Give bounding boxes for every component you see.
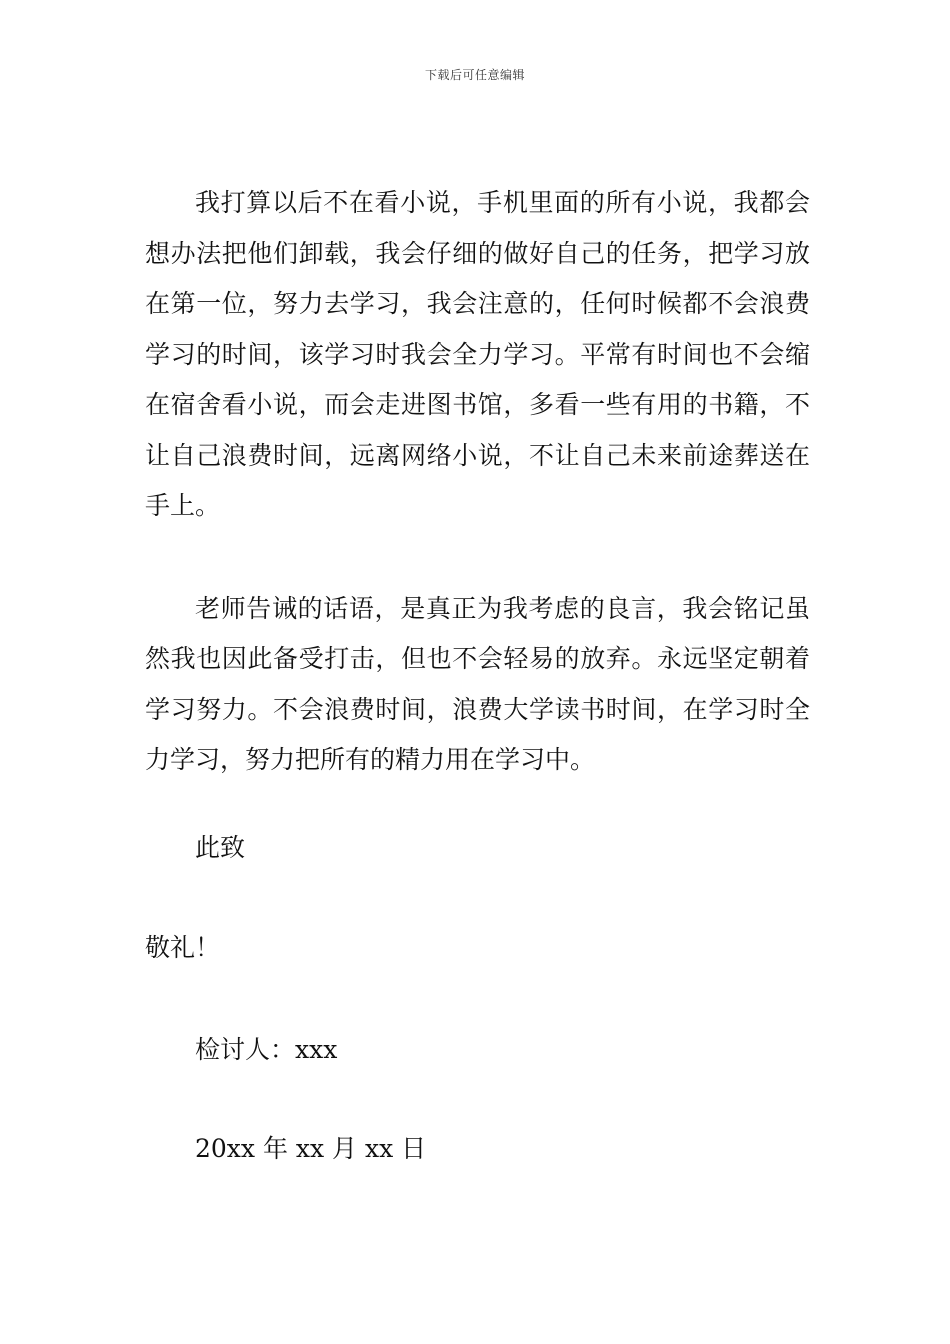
signer-line: 检讨人：xxx xyxy=(195,1035,338,1064)
paragraph-2: 老师告诫的话语，是真正为我考虑的良言，我会铭记虽然我也因此备受打击，但也不会轻易的放弃。永远坚定朝着学习努力。不会浪费时间，浪费大学读书时间，在学习时全力学习，努力把所有的精力用在学习中。 xyxy=(145,593,810,774)
salutation-ci-zhi: 此致 xyxy=(195,833,246,862)
header-note: 下载后可任意编辑 xyxy=(424,68,525,82)
letter-body xyxy=(145,178,810,786)
salutation-jing-li: 敬礼！ xyxy=(145,933,221,962)
date-line: 20xx 年 xx 月 xx 日 xyxy=(195,1134,427,1163)
paragraph-1: 我打算以后不在看小说，手机里面的所有小说，我都会想办法把他们卸载，我会仔细的做好自己的任务，把学习放在第一位，努力去学习，我会注意的，任何时候都不会浪费学习的时间，该学习时我会全力学习。平常有时间也不会缩在宿舍看小说，而会走进图书馆，多看一些有用的书籍，不让自己浪费时间，远离网络小说，不让自己未来前途葬送在手上。 xyxy=(145,188,810,520)
